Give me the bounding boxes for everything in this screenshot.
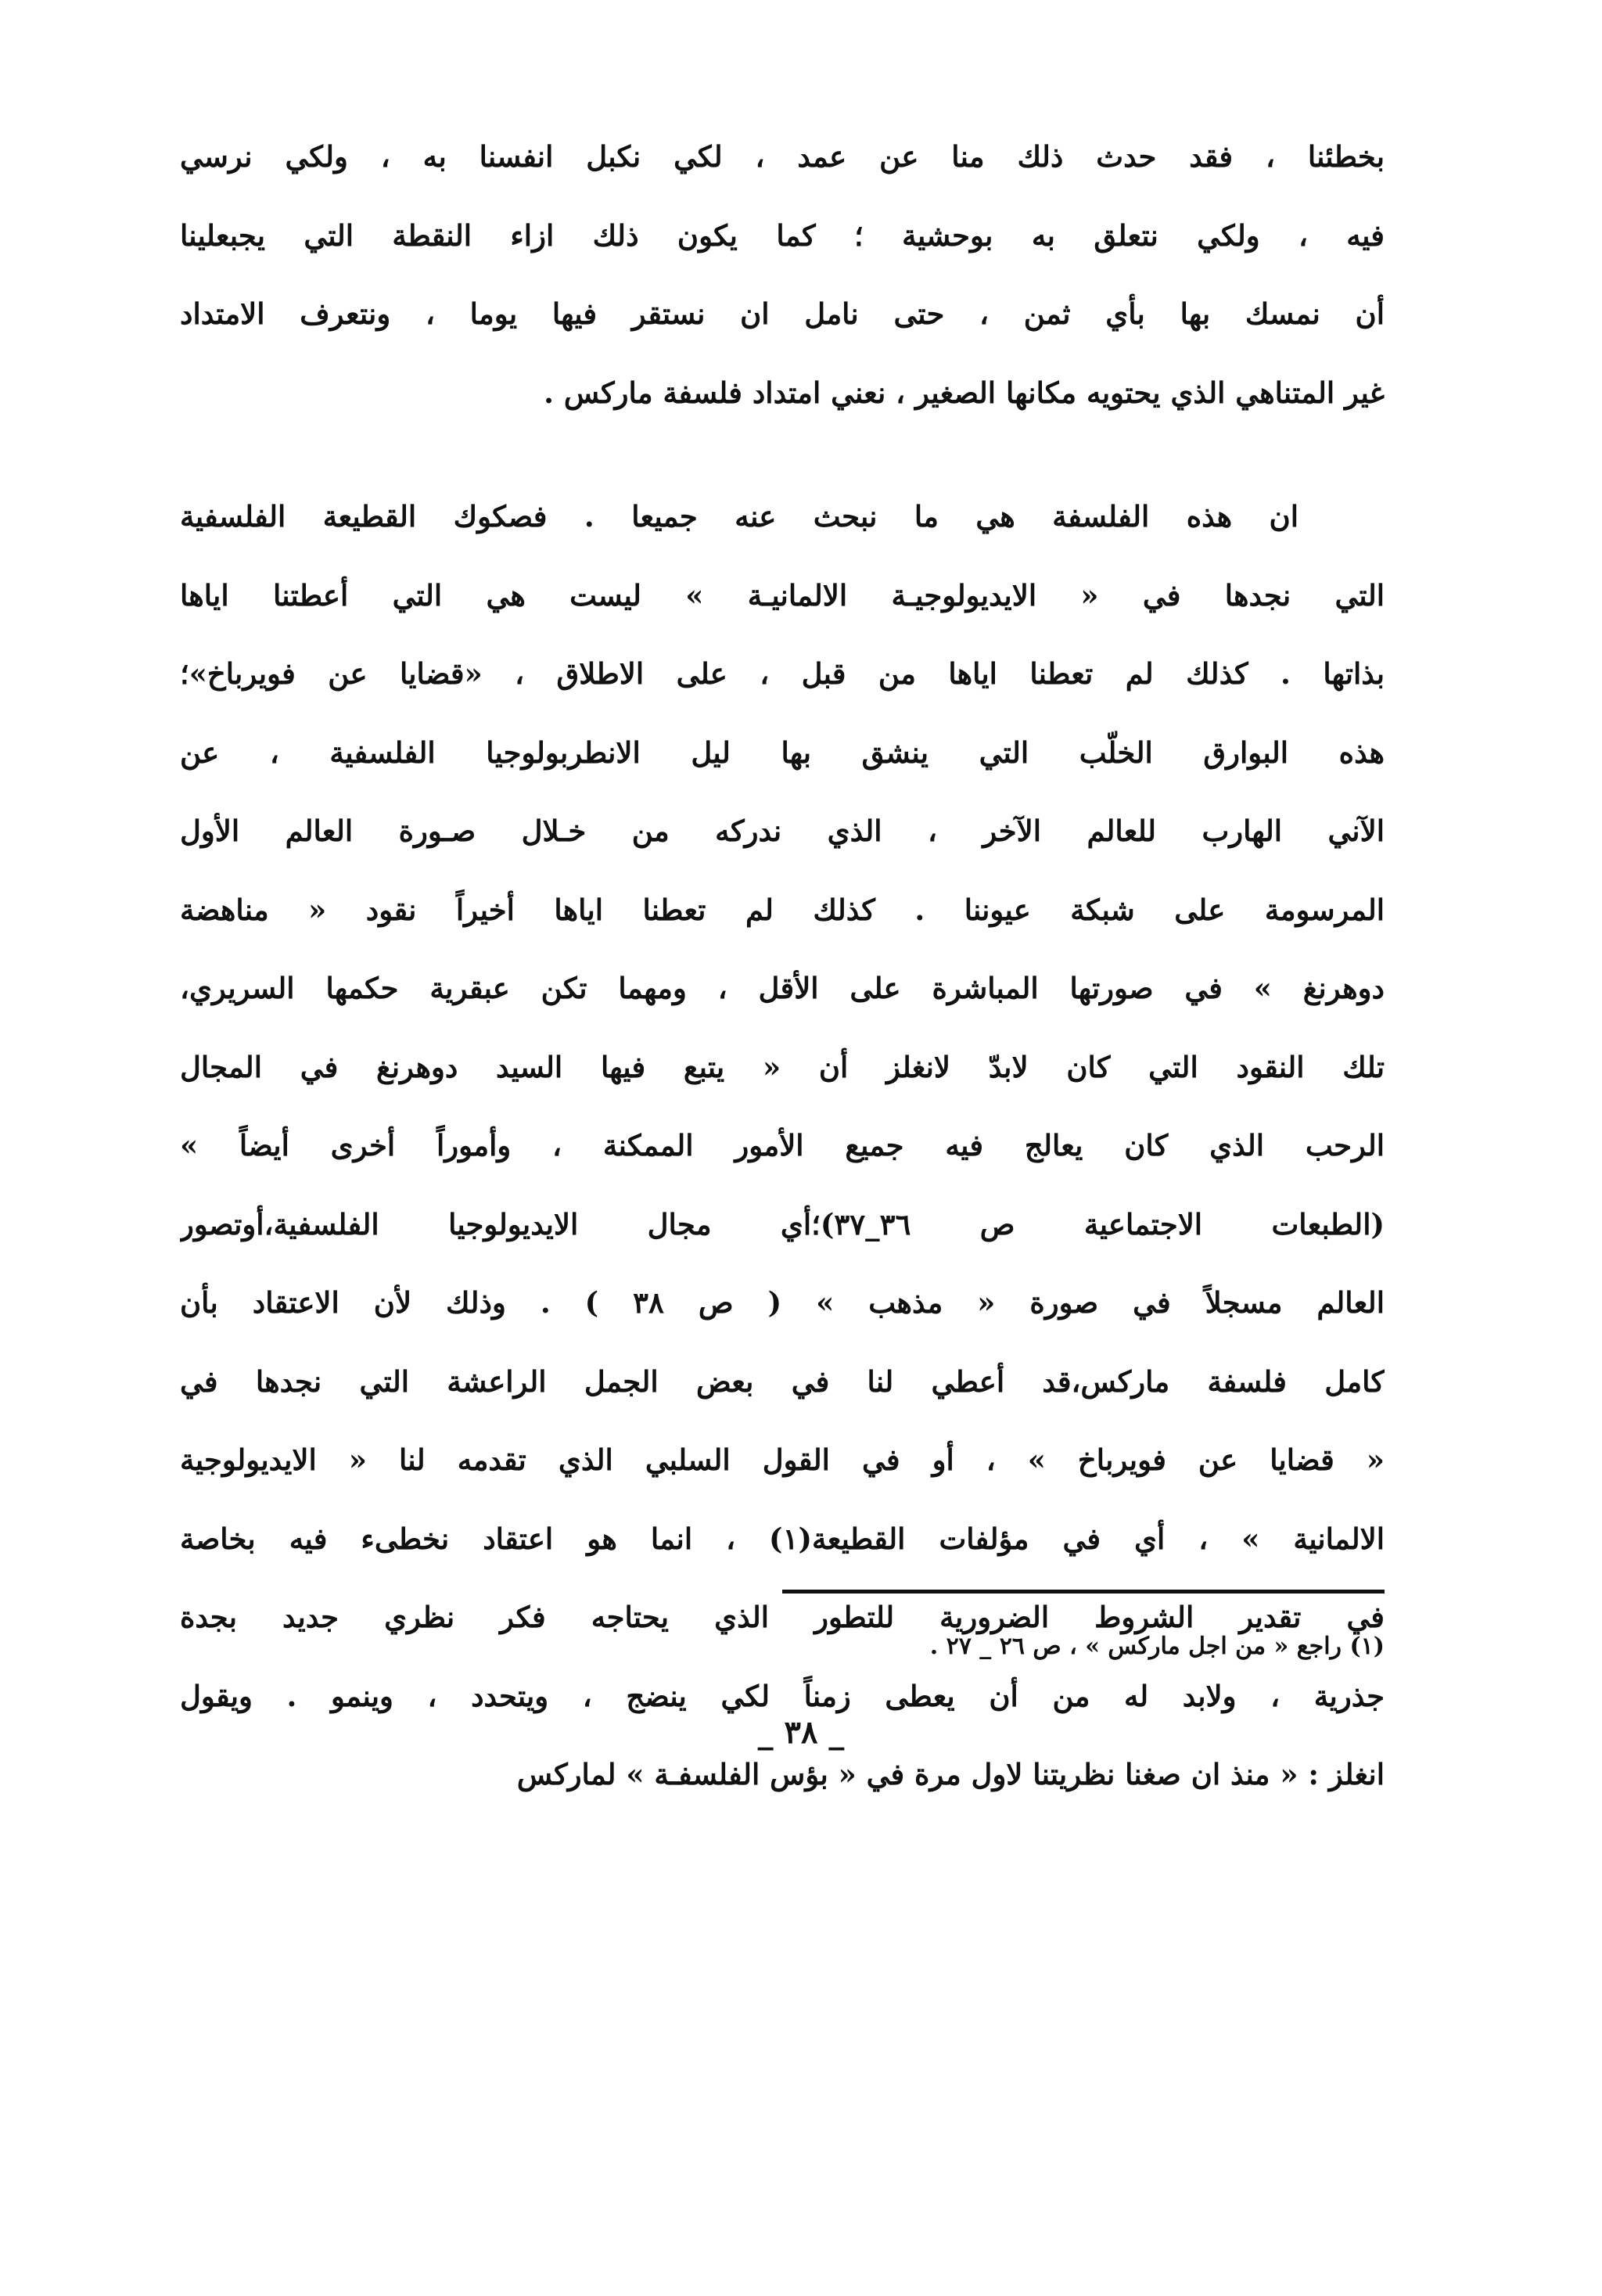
paragraph-2 <box>180 477 1385 1814</box>
text-line: التي نجدها في « الايديولوجيـة الالمانيـة » ليست هي التي أعطتنا اياها <box>180 577 1385 613</box>
text-line: « قضايا عن فويرباخ » ، أو في القول السلبي الذي تقدمه لنا « الايديولوجية <box>180 1443 1385 1477</box>
text-line: المرسومة على شبكة عيوننا . كذلك لم تعطنا اياها أخيراً نقود « مناهضة <box>180 892 1385 927</box>
text-line: هذه البوارق الخلّب التي ينشق بها ليل الانطربولوجيا الفلسفية ، عن <box>180 735 1385 770</box>
text-line: في تقدير الشروط الضرورية للتطور الذي يحتاجه فكر نظري جديد بجدة <box>180 1600 1385 1634</box>
text-line: (الطبعات الاجتماعية ص ٣٦_٣٧)؛أي مجال الايديولوجيا الفلسفية،أوتصور <box>180 1206 1385 1241</box>
text-line: أن نمسك بها بأي ثمن ، حتى نامل ان نستقر فيها يوما ، ونتعرف الامتداد <box>180 296 1385 331</box>
text-line: انغلز : « منذ ان صغنا نظريتنا لاول مرة في « بؤس الفلسفـة » لماركس <box>516 1757 1385 1791</box>
footnote-divider <box>782 1590 1385 1594</box>
text-line: كامل فلسفة ماركس،قد أعطي لنا في بعض الجمل الراعشة التي نجدها في <box>180 1364 1385 1399</box>
text-line: الرحب الذي كان يعالج فيه جميع الأمور الممكنة ، وأموراً أخرى أيضاً » <box>180 1128 1385 1162</box>
text-line: جذرية ، ولابد له من أن يعطى زمناً لكي ينضج ، ويتحدد ، وينمو . ويقول <box>180 1678 1385 1713</box>
text-line: الآني الهارب للعالم الآخر ، الذي ندركه من خـلال صـورة العالم الأول <box>180 814 1385 848</box>
text-line: بذاتها . كذلك لم تعطنا اياها من قبل ، على الاطلاق ، «قضايا عن فويرباخ»؛ <box>180 656 1385 691</box>
footnote: (١) راجع « من اجل ماركس » ، ص ٢٦ _ ٢٧ . <box>929 1633 1385 1660</box>
text-line: العالم مسجلاً في صورة « مذهب » ( ص ٣٨ ) . وذلك لأن الاعتقاد بأن <box>180 1285 1385 1320</box>
page-number: _ ٣٨ _ <box>757 1714 845 1751</box>
text-line: تلك النقود التي كان لابدّ لانغلز أن « يتبع فيها السيد دوهرنغ في المجال <box>180 1049 1385 1084</box>
text-line: فيه ، ولكي نتعلق به بوحشية ؛ كما يكون ذلك ازاء النقطة التي يجبعلينا <box>180 217 1385 253</box>
text-line: غير المتناهي الذي يحتويه مكانها الصغير ، نعني امتداد فلسفة ماركس . <box>544 375 1385 410</box>
text-line: ان هذه الفلسفة هي ما نبحث عنه جميعا . فصكوك القطيعة الفلسفية <box>180 499 1298 534</box>
text-line: بخطئنا ، فقد حدث ذلك منا عن عمد ، لكي نكبل انفسنا به ، ولكي نرسي <box>180 139 1385 174</box>
text-line: دوهرنغ » في صورتها المباشرة على الأقل ، ومهما تكن عبقرية حكمها السريري، <box>180 971 1385 1005</box>
paragraph-1 <box>180 117 1385 432</box>
text-line: الالمانية » ، أي في مؤلفات القطيعة(١) ، انما هو اعتقاد نخطىء فيه بخاصة <box>180 1521 1385 1556</box>
